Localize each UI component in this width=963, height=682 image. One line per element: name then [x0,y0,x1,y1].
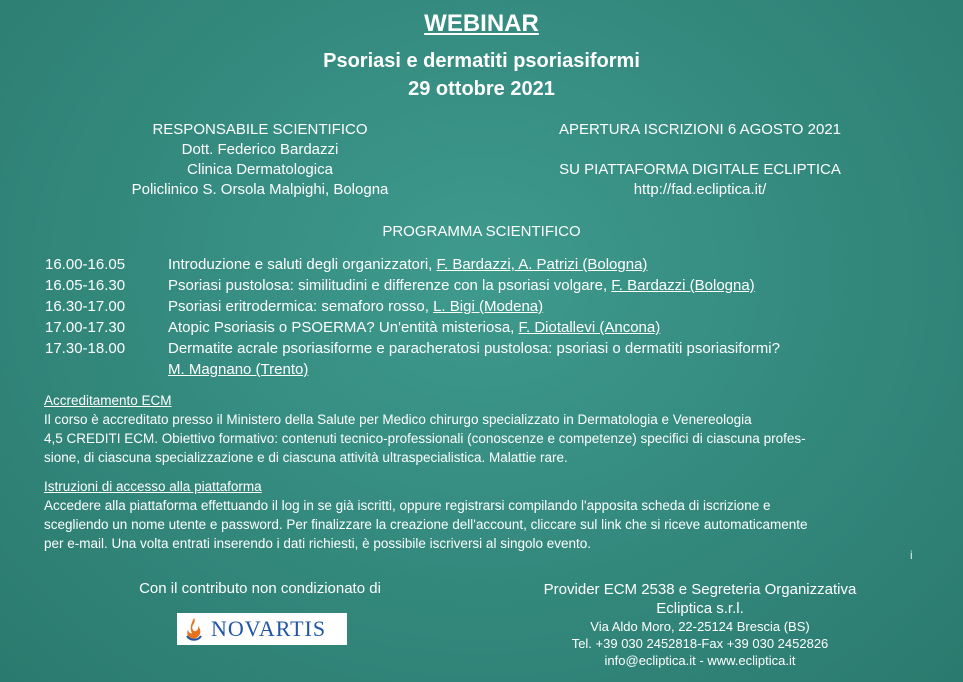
access-section [44,477,924,553]
provider-label: Provider ECM 2538 e Segreteria Organizzativa [543,581,857,598]
novartis-logo [177,613,347,645]
ecm-text-line: Il corso è accreditato presso il Ministero della Salute per Medico chirurgo specializzato in Dermatologia e Venereologia [44,412,752,427]
sponsor-label: Con il contributo non condizionato di [139,580,381,597]
ecm-text-line: 4,5 CREDITI ECM. Obiettivo formativo: contenuti tecnico-professionali (conoscenze e competenze) specifici di ciascuna profes- [44,431,806,446]
provider-phone: Tel. +39 030 2452818-Fax +39 030 2452826 [571,636,829,651]
program-time: 17.00-17.30 [45,319,126,336]
program-topic: Psoriasi pustolosa: similitudini e differenze con la psoriasi volgare, [168,277,612,294]
program-speaker: M. Magnano (Trento) [168,361,309,378]
access-text-line: per e-mail. Una volta entrati inserendo i dati richiesti, è possibile iscriversi al singolo evento. [44,536,592,551]
provider-contacts[interactable]: info@ecliptica.it - www.ecliptica.it [604,653,796,668]
access-text-line: Accedere alla piattaforma effettuando il log in se già iscritti, oppure registrarsi compilando l'apposita scheda di iscrizione e [44,498,771,513]
provider-company: Ecliptica s.r.l. [656,600,744,617]
provider-address: Via Aldo Moro, 22-25124 Brescia (BS) [590,619,810,634]
webinar-title: WEBINAR [424,10,539,37]
ecm-text-line: sione, di ciascuna specializzazione e di ciascuna attività ultraspecialistica. Malattie rare. [44,450,568,465]
program-time: 16.30-17.00 [45,298,126,315]
platform-name: SU PIATTAFORMA DIGITALE ECLIPTICA [559,161,841,178]
flame-icon [177,613,211,645]
director-name: Dott. Federico Bardazzi [181,141,339,158]
program-topic: Atopic Psoriasis o PSOERMA? Un'entità misteriosa, [168,319,519,336]
program-topic: Introduzione e saluti degli organizzatori, [168,256,437,273]
ecm-section [44,391,924,467]
access-text-line: scegliendo un nome utente e password. Per finalizzare la creazione dell'account, cliccare sul link che si riceve automaticamente [44,517,808,532]
director-hospital: Policlinico S. Orsola Malpighi, Bologna [131,181,389,198]
program-time: 16.00-16.05 [45,256,126,273]
program-title: PROGRAMMA SCIENTIFICO [382,223,581,240]
director-department: Clinica Dermatologica [187,161,333,178]
novartis-logo-text: NOVARTIS [211,616,327,641]
registration-open-date: APERTURA ISCRIZIONI 6 AGOSTO 2021 [558,121,842,138]
registration-block [520,120,880,200]
program-speaker: F. Bardazzi, A. Patrizi (Bologna) [436,256,648,273]
scientific-director-block [100,120,420,200]
program-speaker: F. Bardazzi (Bologna) [611,277,755,294]
program-time: 17.30-18.00 [45,340,126,357]
scientific-director-heading: RESPONSABILE SCIENTIFICO [152,121,368,138]
platform-url[interactable]: http://fad.ecliptica.it/ [633,181,767,198]
event-subtitle: Psoriasi e dermatiti psoriasiformi [323,50,640,72]
program-speaker: L. Bigi (Modena) [433,298,544,315]
stray-mark: i [910,548,913,562]
program-topic: Dermatite acrale psoriasiforme e paracheratosi pustolosa: psoriasi o dermatiti psoriasiformi? [168,340,780,357]
program-time: 16.05-16.30 [45,277,126,294]
event-date: 29 ottobre 2021 [408,78,555,100]
access-heading: Istruzioni di accesso alla piattaforma [44,479,262,494]
program-speaker: F. Diotallevi (Ancona) [518,319,661,336]
provider-block [520,580,880,669]
program-topic: Psoriasi eritrodermica: semaforo rosso, [168,298,434,315]
ecm-heading: Accreditamento ECM [44,393,172,408]
